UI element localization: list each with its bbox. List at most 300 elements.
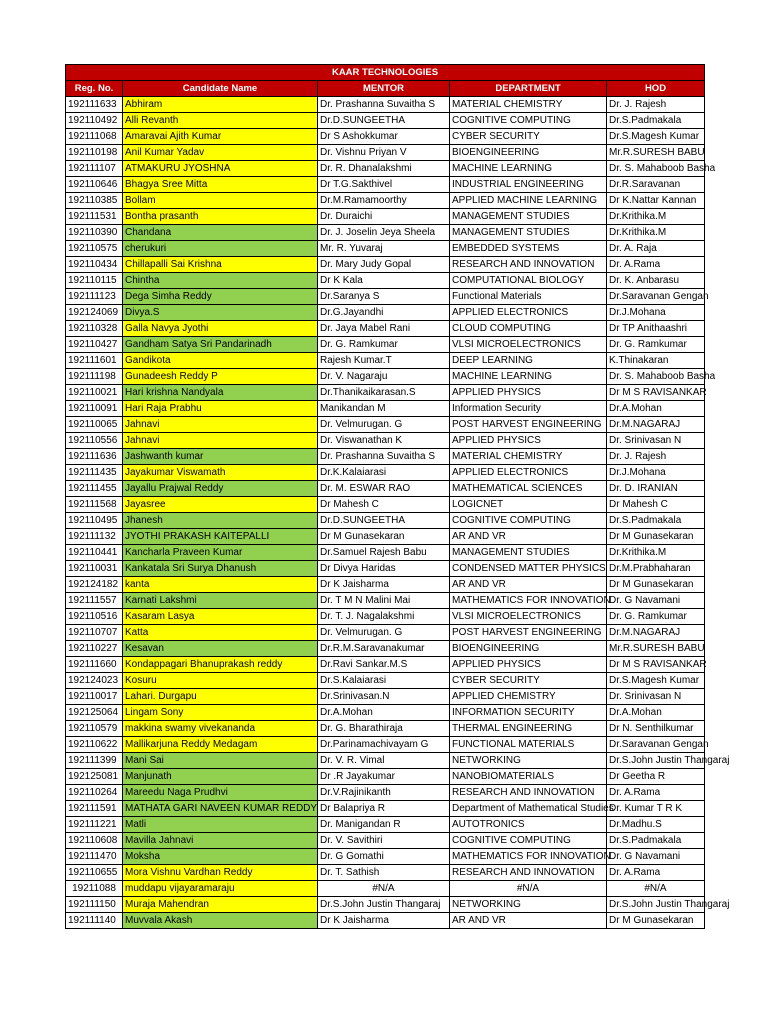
department-cell: NANOBIOMATERIALS (450, 769, 607, 785)
candidate-name-cell: Karnati Lakshmi (123, 593, 318, 609)
hod-cell: Dr.S.Padmakala (607, 833, 705, 849)
candidate-name-cell: Jahnavi (123, 417, 318, 433)
mentor-cell: Dr. Velmurugan. G (318, 417, 450, 433)
hod-cell: Dr N. Senthilkumar (607, 721, 705, 737)
hod-cell: Dr.A.Mohan (607, 401, 705, 417)
reg-no-cell: 192110556 (66, 433, 123, 449)
table-row (66, 625, 705, 641)
mentor-cell: Dr K Jaisharma (318, 913, 450, 929)
table-row (66, 545, 705, 561)
department-cell: RESEARCH AND INNOVATION (450, 785, 607, 801)
hod-cell: #N/A (607, 881, 705, 897)
reg-no-cell: 192110091 (66, 401, 123, 417)
candidate-name-cell: Mora Vishnu Vardhan Reddy (123, 865, 318, 881)
hod-cell: Dr. A.Rama (607, 257, 705, 273)
hod-cell: Dr. A.Rama (607, 785, 705, 801)
table-row (66, 561, 705, 577)
department-cell: CLOUD COMPUTING (450, 321, 607, 337)
candidate-name-cell: kanta (123, 577, 318, 593)
table-row (66, 145, 705, 161)
mentor-cell: Dr. T. J. Nagalakshmi (318, 609, 450, 625)
department-cell: COGNITIVE COMPUTING (450, 113, 607, 129)
reg-no-cell: 192110264 (66, 785, 123, 801)
department-cell: CONDENSED MATTER PHYSICS (450, 561, 607, 577)
department-cell: MACHINE LEARNING (450, 369, 607, 385)
mentor-cell: Dr K Jaisharma (318, 577, 450, 593)
hod-cell: Mr.R.SURESH BABU (607, 145, 705, 161)
candidate-name-cell: Jayallu Prajwal Reddy (123, 481, 318, 497)
mentor-cell: Dr. Manigandan R (318, 817, 450, 833)
reg-no-cell: 192111633 (66, 97, 123, 113)
department-cell: NETWORKING (450, 753, 607, 769)
department-cell: AR AND VR (450, 913, 607, 929)
hod-cell: Dr Geetha R (607, 769, 705, 785)
table-row (66, 641, 705, 657)
hod-cell: Dr. J. Rajesh (607, 449, 705, 465)
candidate-name-cell: Kancharla Praveen Kumar (123, 545, 318, 561)
reg-no-cell: 192110516 (66, 609, 123, 625)
department-cell: APPLIED ELECTRONICS (450, 305, 607, 321)
candidate-name-cell: Muvvala Akash (123, 913, 318, 929)
hod-cell: Dr M Gunasekaran (607, 577, 705, 593)
department-cell: Functional Materials (450, 289, 607, 305)
mentor-cell: Dr.R.M.Saravanakumar (318, 641, 450, 657)
department-cell: POST HARVEST ENGINEERING (450, 417, 607, 433)
candidate-name-cell: Lingam Sony (123, 705, 318, 721)
table-row (66, 353, 705, 369)
reg-no-cell: 192110492 (66, 113, 123, 129)
department-cell: APPLIED CHEMISTRY (450, 689, 607, 705)
hod-cell: Dr M Gunasekaran (607, 529, 705, 545)
hod-cell: Dr.R.Saravanan (607, 177, 705, 193)
reg-no-cell: 192110198 (66, 145, 123, 161)
table-row (66, 385, 705, 401)
reg-no-cell: 192110575 (66, 241, 123, 257)
reg-no-cell: 192110031 (66, 561, 123, 577)
hod-cell: Dr.S.Padmakala (607, 113, 705, 129)
table-row (66, 865, 705, 881)
table-row (66, 193, 705, 209)
candidate-name-cell: Muraja Mahendran (123, 897, 318, 913)
hod-cell: Dr. Srinivasan N (607, 689, 705, 705)
department-cell: MATHEMATICS FOR INNOVATION (450, 593, 607, 609)
reg-no-cell: 192110227 (66, 641, 123, 657)
candidate-name-cell: Kesavan (123, 641, 318, 657)
mentor-cell: Dr. V. Nagaraju (318, 369, 450, 385)
department-cell: APPLIED PHYSICS (450, 433, 607, 449)
hod-cell: Dr. A.Rama (607, 865, 705, 881)
table-row (66, 513, 705, 529)
candidate-name-cell: Gandham Satya Sri Pandarinadh (123, 337, 318, 353)
mentor-cell: Dr. V. Savithiri (318, 833, 450, 849)
table-row (66, 465, 705, 481)
hod-cell: Dr.S.Magesh Kumar (607, 129, 705, 145)
mentor-cell: Dr.Thanikaikarasan.S (318, 385, 450, 401)
reg-no-cell: 192110707 (66, 625, 123, 641)
hod-cell: Dr.M.NAGARAJ (607, 625, 705, 641)
candidate-name-cell: Jayakumar Viswamath (123, 465, 318, 481)
reg-no-cell: 192110608 (66, 833, 123, 849)
department-cell: Information Security (450, 401, 607, 417)
mentor-cell: Dr. Prashanna Suvaitha S (318, 97, 450, 113)
hod-cell: Dr.Krithika.M (607, 225, 705, 241)
mentor-cell: Dr. M. ESWAR RAO (318, 481, 450, 497)
table-row (66, 289, 705, 305)
header-candidate-name: Candidate Name (123, 81, 318, 97)
mentor-cell: Dr. Velmurugan. G (318, 625, 450, 641)
candidate-name-cell: Mavilla Jahnavi (123, 833, 318, 849)
mentor-cell: Dr.Samuel Rajesh Babu (318, 545, 450, 561)
table-row (66, 657, 705, 673)
mentor-cell: Dr T.G.Sakthivel (318, 177, 450, 193)
hod-cell: Dr.S.Padmakala (607, 513, 705, 529)
hod-cell: Dr.S.John Justin Thangaraj (607, 897, 705, 913)
title-row (66, 65, 705, 81)
table-row (66, 801, 705, 817)
department-cell: MANAGEMENT STUDIES (450, 545, 607, 561)
table-row (66, 369, 705, 385)
department-cell: MATERIAL CHEMISTRY (450, 97, 607, 113)
department-cell: LOGICNET (450, 497, 607, 513)
reg-no-cell: 192111221 (66, 817, 123, 833)
mentor-cell: Dr.A.Mohan (318, 705, 450, 721)
mentor-cell: Dr K Kala (318, 273, 450, 289)
candidate-name-cell: Chandana (123, 225, 318, 241)
reg-no-cell: 192111557 (66, 593, 123, 609)
reg-no-cell: 192111601 (66, 353, 123, 369)
candidate-name-cell: muddapu vijayaramaraju (123, 881, 318, 897)
mentor-cell: Dr. G Gomathi (318, 849, 450, 865)
table-row (66, 689, 705, 705)
reg-no-cell: 192110021 (66, 385, 123, 401)
reg-no-cell: 192111198 (66, 369, 123, 385)
reg-no-cell: 192110017 (66, 689, 123, 705)
sheet-title: KAAR TECHNOLOGIES (66, 65, 705, 81)
table-row (66, 401, 705, 417)
department-cell: APPLIED ELECTRONICS (450, 465, 607, 481)
hod-cell: Dr.S.John Justin Thangaraj (607, 753, 705, 769)
header-hod: HOD (607, 81, 705, 97)
hod-cell: Dr.Krithika.M (607, 545, 705, 561)
reg-no-cell: 192110385 (66, 193, 123, 209)
candidate-name-cell: Amaravai Ajith Kumar (123, 129, 318, 145)
hod-cell: Dr M S RAVISANKAR (607, 385, 705, 401)
table-row (66, 257, 705, 273)
candidate-name-cell: makkina swamy vivekananda (123, 721, 318, 737)
reg-no-cell: 192110065 (66, 417, 123, 433)
hod-cell: Dr. S. Mahaboob Basha (607, 161, 705, 177)
mentor-cell: Dr.G.Jayandhi (318, 305, 450, 321)
table-row (66, 417, 705, 433)
hod-cell: Dr M Gunasekaran (607, 913, 705, 929)
reg-no-cell: 192110441 (66, 545, 123, 561)
mentor-cell: Manikandan M (318, 401, 450, 417)
mentor-cell: Dr Divya Haridas (318, 561, 450, 577)
candidate-name-cell: Jashwanth kumar (123, 449, 318, 465)
department-cell: RESEARCH AND INNOVATION (450, 257, 607, 273)
table-row (66, 897, 705, 913)
reg-no-cell: 192110328 (66, 321, 123, 337)
department-cell: POST HARVEST ENGINEERING (450, 625, 607, 641)
hod-cell: Dr. S. Mahaboob Basha (607, 369, 705, 385)
mentor-cell: Dr. Mary Judy Gopal (318, 257, 450, 273)
table-row (66, 177, 705, 193)
hod-cell: Dr.M.NAGARAJ (607, 417, 705, 433)
department-cell: AR AND VR (450, 529, 607, 545)
candidate-name-cell: Mareedu Naga Prudhvi (123, 785, 318, 801)
header-department: DEPARTMENT (450, 81, 607, 97)
table-row (66, 849, 705, 865)
reg-no-cell: 19211088 (66, 881, 123, 897)
hod-cell: Dr.Saravanan Gengan (607, 737, 705, 753)
reg-no-cell: 192110646 (66, 177, 123, 193)
hod-cell: Dr. G. Ramkumar (607, 337, 705, 353)
table-body (66, 65, 730, 929)
reg-no-cell: 192111068 (66, 129, 123, 145)
candidate-name-cell: Jayasree (123, 497, 318, 513)
reg-no-cell: 192110622 (66, 737, 123, 753)
mentor-cell: Dr. G. Bharathiraja (318, 721, 450, 737)
hod-cell: Dr K.Nattar Kannan (607, 193, 705, 209)
candidate-name-cell: Bollam (123, 193, 318, 209)
table-row (66, 273, 705, 289)
table-row (66, 609, 705, 625)
department-cell: CYBER SECURITY (450, 673, 607, 689)
mentor-allocation-table (65, 64, 730, 929)
candidate-name-cell: Bhagya Sree Mitta (123, 177, 318, 193)
table-row (66, 161, 705, 177)
reg-no-cell: 192111123 (66, 289, 123, 305)
mentor-cell: Dr. T. Sathish (318, 865, 450, 881)
candidate-name-cell: Alli Revanth (123, 113, 318, 129)
hod-cell: Dr. G Navamani (607, 593, 705, 609)
table-row (66, 481, 705, 497)
table-row (66, 225, 705, 241)
candidate-name-cell: Moksha (123, 849, 318, 865)
hod-cell: Dr.J.Mohana (607, 305, 705, 321)
candidate-name-cell: Hari krishna Nandyala (123, 385, 318, 401)
reg-no-cell: 192111568 (66, 497, 123, 513)
mentor-cell: Dr.S.Kalaiarasi (318, 673, 450, 689)
mentor-cell: Dr. T M N Malini Mai (318, 593, 450, 609)
reg-no-cell: 192111132 (66, 529, 123, 545)
table-row (66, 497, 705, 513)
candidate-name-cell: Galla Navya Jyothi (123, 321, 318, 337)
mentor-cell: Dr.Parinamachivayam G (318, 737, 450, 753)
table-row (66, 593, 705, 609)
reg-no-cell: 192111455 (66, 481, 123, 497)
reg-no-cell: 192110655 (66, 865, 123, 881)
hod-cell: Dr. G Navamani (607, 849, 705, 865)
department-cell: APPLIED PHYSICS (450, 385, 607, 401)
table-row (66, 753, 705, 769)
reg-no-cell: 192111636 (66, 449, 123, 465)
department-cell: VLSI MICROELECTRONICS (450, 337, 607, 353)
candidate-name-cell: Chillapalli Sai Krishna (123, 257, 318, 273)
table-row (66, 833, 705, 849)
reg-no-cell: 192111399 (66, 753, 123, 769)
table-row (66, 817, 705, 833)
mentor-cell: Dr. Viswanathan K (318, 433, 450, 449)
table-row (66, 673, 705, 689)
hod-cell: Dr M S RAVISANKAR (607, 657, 705, 673)
department-cell: INFORMATION SECURITY (450, 705, 607, 721)
hod-cell: Dr. K. Anbarasu (607, 273, 705, 289)
mentor-cell: Dr S Ashokkumar (318, 129, 450, 145)
mentor-cell: Dr.Ravi Sankar.M.S (318, 657, 450, 673)
department-cell: MANAGEMENT STUDIES (450, 225, 607, 241)
reg-no-cell: 192110579 (66, 721, 123, 737)
reg-no-cell: 192111660 (66, 657, 123, 673)
table-row (66, 913, 705, 929)
mentor-cell: Dr M Gunasekaran (318, 529, 450, 545)
hod-cell: Dr.Krithika.M (607, 209, 705, 225)
candidate-name-cell: Divya.S (123, 305, 318, 321)
reg-no-cell: 192111107 (66, 161, 123, 177)
table-row (66, 737, 705, 753)
table-row (66, 97, 705, 113)
department-cell: THERMAL ENGINEERING (450, 721, 607, 737)
mentor-cell: Dr. V. R. Vimal (318, 753, 450, 769)
hod-cell: Dr.A.Mohan (607, 705, 705, 721)
header-mentor: MENTOR (318, 81, 450, 97)
reg-no-cell: 192110495 (66, 513, 123, 529)
department-cell: NETWORKING (450, 897, 607, 913)
department-cell: APPLIED PHYSICS (450, 657, 607, 673)
reg-no-cell: 192111140 (66, 913, 123, 929)
reg-no-cell: 192111150 (66, 897, 123, 913)
department-cell: INDUSTRIAL ENGINEERING (450, 177, 607, 193)
table-row (66, 113, 705, 129)
mentor-cell: Rajesh Kumar.T (318, 353, 450, 369)
mentor-cell: Dr. G. Ramkumar (318, 337, 450, 353)
candidate-name-cell: Manjunath (123, 769, 318, 785)
mentor-cell: Dr .R Jayakumar (318, 769, 450, 785)
reg-no-cell: 192125064 (66, 705, 123, 721)
candidate-name-cell: Hari Raja Prabhu (123, 401, 318, 417)
hod-cell: Dr. A. Raja (607, 241, 705, 257)
hod-cell: Dr. D. IRANIAN (607, 481, 705, 497)
department-cell: MATHEMATICS FOR INNOVATION (450, 849, 607, 865)
mentor-cell: Dr. Duraichi (318, 209, 450, 225)
table-row (66, 769, 705, 785)
department-cell: COGNITIVE COMPUTING (450, 513, 607, 529)
mentor-cell: Mr. R. Yuvaraj (318, 241, 450, 257)
mentor-cell: Dr.S.John Justin Thangaraj (318, 897, 450, 913)
mentor-cell: Dr. Prashanna Suvaitha S (318, 449, 450, 465)
department-cell: AUTOTRONICS (450, 817, 607, 833)
mentor-cell: Dr Mahesh C (318, 497, 450, 513)
hod-cell: Dr. J. Rajesh (607, 97, 705, 113)
department-cell: COGNITIVE COMPUTING (450, 833, 607, 849)
reg-no-cell: 192111470 (66, 849, 123, 865)
mentor-cell: Dr Balapriya R (318, 801, 450, 817)
candidate-name-cell: Jhanesh (123, 513, 318, 529)
mentor-cell: Dr. J. Joselin Jeya Sheela (318, 225, 450, 241)
table-row (66, 305, 705, 321)
table-row (66, 721, 705, 737)
hod-cell: Dr.J.Mohana (607, 465, 705, 481)
hod-cell: Dr.S.Magesh Kumar (607, 673, 705, 689)
department-cell: RESEARCH AND INNOVATION (450, 865, 607, 881)
candidate-name-cell: Dega Simha Reddy (123, 289, 318, 305)
hod-cell: Dr. Srinivasan N (607, 433, 705, 449)
candidate-name-cell: Kondappagari Bhanuprakash reddy (123, 657, 318, 673)
reg-no-cell: 192110390 (66, 225, 123, 241)
department-cell: BIOENGINEERING (450, 641, 607, 657)
reg-no-cell: 192125081 (66, 769, 123, 785)
mentor-cell: Dr.D.SUNGEETHA (318, 113, 450, 129)
mentor-cell: Dr. Jaya Mabel Rani (318, 321, 450, 337)
hod-cell: Dr.M.Prabhaharan (607, 561, 705, 577)
department-cell: FUNCTIONAL MATERIALS (450, 737, 607, 753)
table-row (66, 449, 705, 465)
department-cell: #N/A (450, 881, 607, 897)
mentor-cell: Dr.D.SUNGEETHA (318, 513, 450, 529)
department-cell: COMPUTATIONAL BIOLOGY (450, 273, 607, 289)
hod-cell: Dr TP Anithaashri (607, 321, 705, 337)
mentor-cell: Dr.Saranya S (318, 289, 450, 305)
mentor-cell: Dr.M.Ramamoorthy (318, 193, 450, 209)
mentor-cell: Dr. Vishnu Priyan V (318, 145, 450, 161)
table-row (66, 881, 705, 897)
department-cell: MATHEMATICAL SCIENCES (450, 481, 607, 497)
department-cell: VLSI MICROELECTRONICS (450, 609, 607, 625)
table-row (66, 705, 705, 721)
candidate-name-cell: Abhiram (123, 97, 318, 113)
table-row (66, 129, 705, 145)
mentor-cell: Dr.V.Rajinikanth (318, 785, 450, 801)
candidate-name-cell: Chintha (123, 273, 318, 289)
department-cell: DEEP LEARNING (450, 353, 607, 369)
department-cell: BIOENGINEERING (450, 145, 607, 161)
table-row (66, 321, 705, 337)
hod-cell: Mr.R.SURESH BABU (607, 641, 705, 657)
candidate-name-cell: Kosuru (123, 673, 318, 689)
department-cell: CYBER SECURITY (450, 129, 607, 145)
table-row (66, 337, 705, 353)
candidate-name-cell: cherukuri (123, 241, 318, 257)
candidate-name-cell: Anil Kumar Yadav (123, 145, 318, 161)
header-row (66, 81, 705, 97)
table-row (66, 785, 705, 801)
candidate-name-cell: Kankatala Sri Surya Dhanush (123, 561, 318, 577)
mentor-cell: #N/A (318, 881, 450, 897)
header-reg-no: Reg. No. (66, 81, 123, 97)
candidate-name-cell: Gandikota (123, 353, 318, 369)
candidate-name-cell: Katta (123, 625, 318, 641)
candidate-name-cell: Bontha prasanth (123, 209, 318, 225)
department-cell: MANAGEMENT STUDIES (450, 209, 607, 225)
department-cell: APPLIED MACHINE LEARNING (450, 193, 607, 209)
reg-no-cell: 192124182 (66, 577, 123, 593)
candidate-name-cell: Mallikarjuna Reddy Medagam (123, 737, 318, 753)
candidate-name-cell: ATMAKURU JYOSHNA (123, 161, 318, 177)
department-cell: MACHINE LEARNING (450, 161, 607, 177)
department-cell: AR AND VR (450, 577, 607, 593)
reg-no-cell: 192110115 (66, 273, 123, 289)
reg-no-cell: 192110434 (66, 257, 123, 273)
candidate-name-cell: Matli (123, 817, 318, 833)
hod-cell: Dr Mahesh C (607, 497, 705, 513)
candidate-name-cell: Jahnavi (123, 433, 318, 449)
table-row (66, 529, 705, 545)
reg-no-cell: 192124069 (66, 305, 123, 321)
reg-no-cell: 192111435 (66, 465, 123, 481)
mentor-cell: Dr. R. Dhanalakshmi (318, 161, 450, 177)
hod-cell: K.Thinakaran (607, 353, 705, 369)
mentor-cell: Dr.K.Kalaiarasi (318, 465, 450, 481)
